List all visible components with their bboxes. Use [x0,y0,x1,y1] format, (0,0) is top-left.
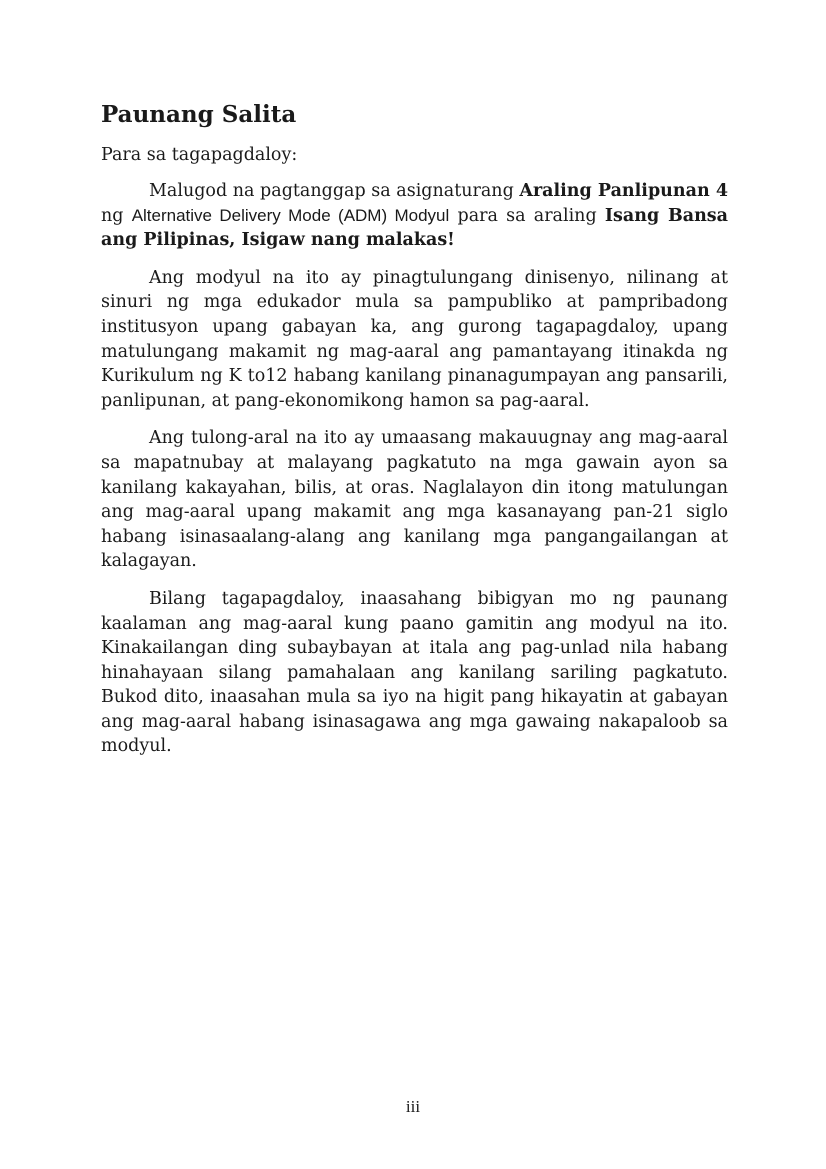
paragraph-intro [101,179,728,253]
adm-module-name: Alternative Delivery Mode (ADM) Modyul [131,205,450,225]
intro-text-a: Malugod na pagtanggap sa asignaturang [149,181,520,201]
intro-text-b: ng [101,205,132,226]
document-page [101,98,728,772]
paragraph-facilitator-role: Bilang tagapagdaloy, inaasahang bibigyan mo ng paunang kaalaman ang mag-aaral kung paano gamitin ang modyul na ito. Kinakailangan ding subaybayan at itala ang pag-unlad nila habang hinahayaan silang pamahalaan ang kanilang sariling pagkatuto. Bukod dito, inaasahan mula sa iyo na higit pang hikayatin at gabayan ang mag-aaral habang isinasagawa ang mga gawaing nakapaloob sa modyul. [101,588,728,757]
lesson-title: Isang Bansa ang Pilipinas, Isigaw nang malakas! [101,205,728,251]
page-title: Paunang Salita [101,101,297,128]
subject-name: Araling Panlipunan 4 [519,181,728,201]
paragraph-module-design: Ang modyul na ito ay pinagtulungang dinisenyo, nilinang at sinuri ng mga edukador mula sa pampubliko at pampribadong institusyon upang gabayan ka, ang gurong tagapagdaloy, upang matulungang makamit ng mag-aaral ang pamantayang itinakda ng Kurikulum ng K to12 habang kanilang pinanagumpayan ang pansarili, panlipunan, at pang-ekonomikong hamon sa pag-aaral. [101,267,728,411]
page-number: iii [405,1097,421,1116]
paragraph-learning-aid: Ang tulong-aral na ito ay umaasang makauugnay ang mag-aaral sa mapatnubay at malayang pagkatuto na mga gawain ayon sa kanilang kakayahan, bilis, at oras. Naglalayon din itong matulungan ang mag-aaral upang makamit ang mga kasanayang pan-21 siglo habang isinasaalang-alang ang kanilang mga pangangailangan at kalagayan. [101,428,728,572]
salutation: Para sa tagapagdaloy: [101,145,298,165]
intro-text-c: para sa araling [449,205,605,226]
